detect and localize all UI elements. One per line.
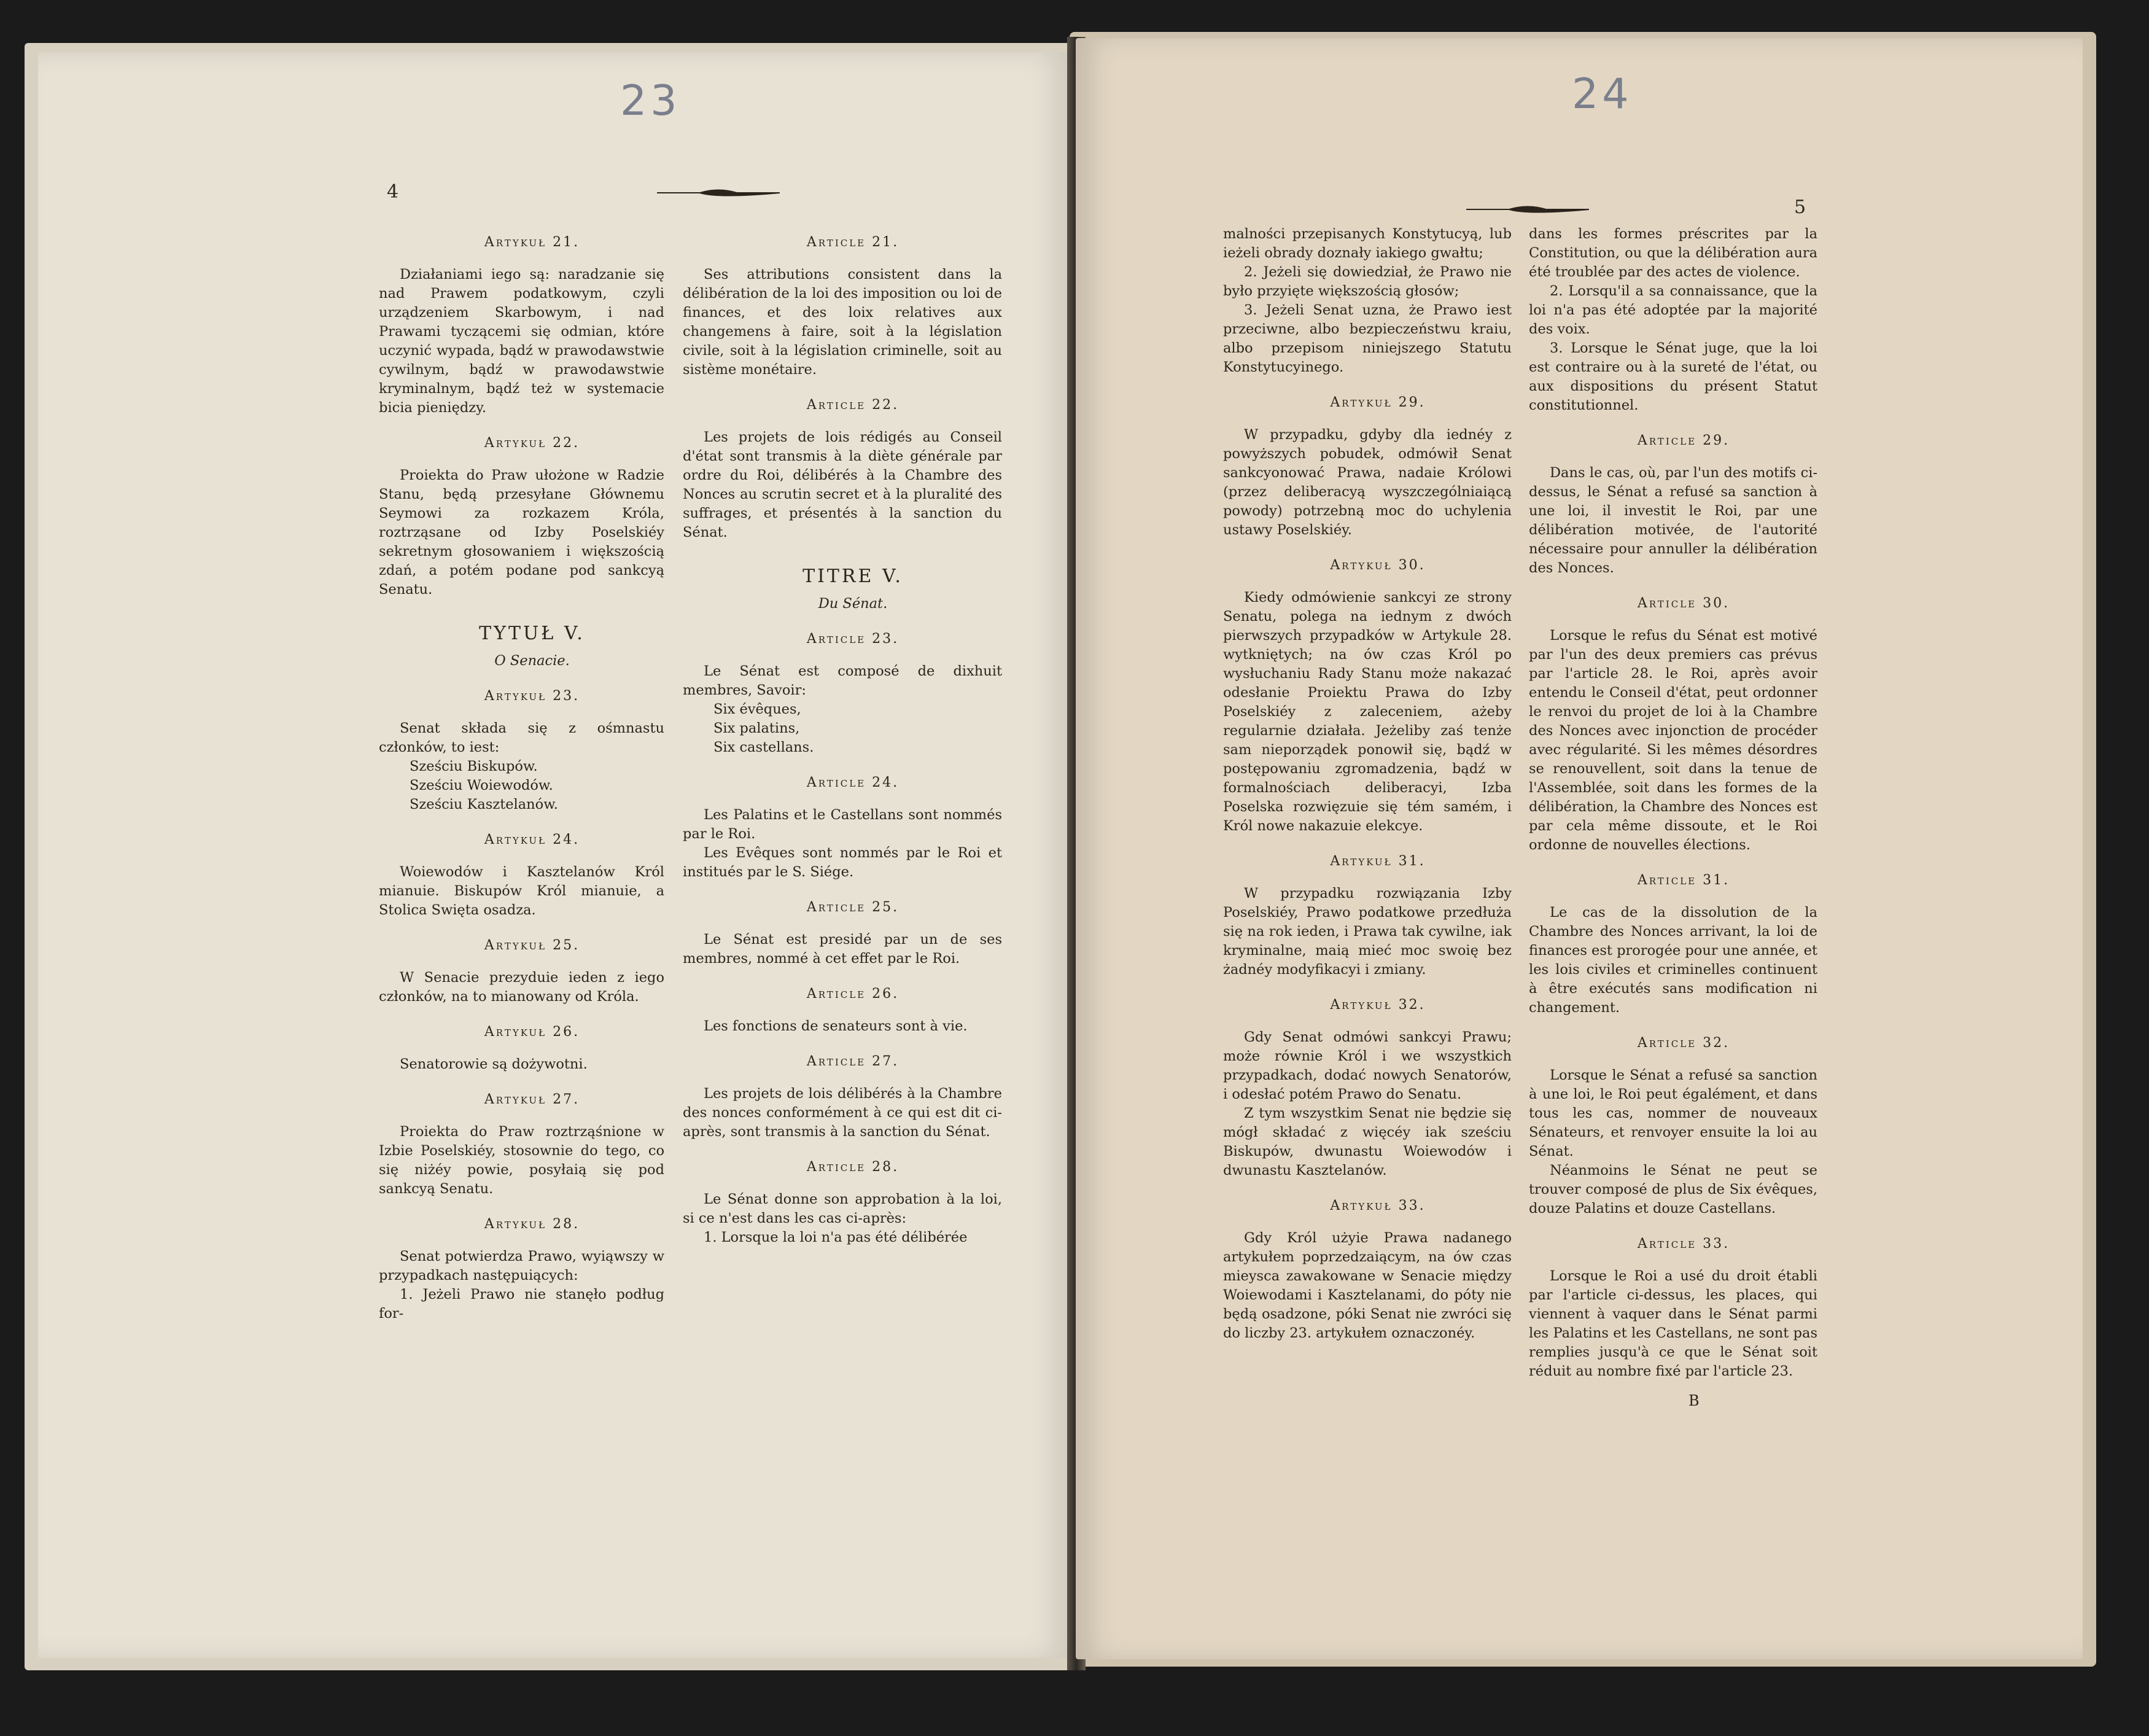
title-heading: TYTUŁ V.: [479, 623, 585, 644]
paragraph: 2. Jeżeli się dowiedział, że Prawo nie było przyięte większością głosów;: [1223, 264, 1512, 299]
left-polish-column: [379, 217, 664, 1323]
article-heading: Artykuł 21.: [484, 235, 580, 250]
article-heading: Article 32.: [1637, 1035, 1730, 1051]
list-item: Sześciu Woiewodów.: [410, 777, 553, 793]
article-heading: Artykuł 32.: [1330, 997, 1426, 1013]
paragraph: Proiekta do Praw ułożone w Radzie Stanu, będą przesyłane Głównemu Seymowi za rozkazem Króla, roztrząsane od Izby Poselskiéy sekretnym głosowaniem i większością zdań, a potém podane pod sankcyą Senatu.: [379, 467, 664, 597]
paragraph: W Senacie prezyduie ieden z iego członków, na to mianowany od Króla.: [379, 970, 664, 1005]
article-heading: Article 31.: [1637, 873, 1730, 888]
enumeration-list: [683, 700, 1002, 757]
left-french-column: [683, 217, 1002, 1247]
right-page: [1076, 38, 2083, 1659]
paragraph: W przypadku, gdyby dla iednéy z powyższych pobudek, odmówił Senat sankcyonować Prawa, nadaie Królowi (przez deliberacyą wyszczególniaiącą powody) potrzebną moc do uchylenia ustawy Poselskiéy.: [1223, 427, 1512, 538]
paragraph: Proiekta do Praw roztrząśnione w Izbie Poselskiéy, stosownie do tego, co się niżéy powie, posyłaią się pod sankcyą Senatu.: [379, 1124, 664, 1197]
paragraph: Kiedy odmówienie sankcyi ze strony Senatu, polega na iednym z dwóch pierwszych przypadków w Artykule 28. wytkniętych; na ów czas Król po wysłuchaniu Rady Stanu może nakazać odesłanie Proiektu Prawa do Izby Poselskiéy z zaleceniem, ażeby regularnie działała. Jeżeliby zaś tenże sam nieporządek ponowił się, bądź w postępowaniu zgromadzenia, bądź w formalnościach deliberacyi, Izba Poselska rozwięzuie się tém samém, i Król nowe nakazuie elekcye.: [1223, 590, 1512, 834]
paragraph: Gdy Senat odmówi sankcyi Prawu; może równie Król i we wszystkich przypadkach, dodać nowych Senatorów, i odesłać potém Prawo do Senatu.: [1223, 1029, 1512, 1102]
paragraph: Senat składa się z ośmnastu członków, to iest:: [379, 720, 664, 755]
paragraph: Lorsque le Roi a usé du droit établi par l'article ci-dessus, les places, qui viennent à vaquer dans le Sénat parmi les Palatins et les Castellans, ne sont pas remplies jusqu'à ce que le Sénat soit réduit au nombre fixé par l'article 23.: [1529, 1268, 1817, 1379]
paragraph: dans les formes préscrites par la Constitution, ou que la délibération aura été troublée par des actes de violence.: [1529, 226, 1817, 280]
paragraph: Dans le cas, où, par l'un des motifs ci-dessus, le Sénat a refusé sa sanction à une loi, il investit le Roi, par une délibération motivée, de l'autorité nécessaire pour annuller la délibération des Nonces.: [1529, 465, 1817, 576]
ornament-rule-right: [1466, 204, 1589, 215]
paragraph: 1. Jeżeli Prawo nie stanęło podług for-: [379, 1286, 664, 1321]
page-number-right: 5: [1794, 197, 1806, 218]
handwritten-folio-left: 23: [620, 77, 681, 125]
paragraph: Les projets de lois rédigés au Conseil d'état sont transmis à la diète générale par ordre du Roi, délibérés à la Chambre des Nonces au scrutin secret et à la pluralité des suffrages, et présentés à la sanction du Sénat.: [683, 429, 1002, 540]
ornament-rule-left: [657, 187, 780, 198]
enumeration-list: [379, 757, 664, 814]
article-heading: Artykuł 27.: [484, 1092, 580, 1107]
paragraph: 3. Lorsque le Sénat juge, que la loi est contraire ou à la sureté de l'état, ou aux dispositions du présent Statut constitutionnel.: [1529, 340, 1817, 413]
paragraph: malności przepisanych Konstytucyą, lub ieżeli obrady doznały iakiego gwałtu;: [1223, 226, 1512, 261]
list-item: Six évêques,: [713, 701, 801, 717]
article-heading: Article 27.: [806, 1054, 900, 1069]
paragraph: Woiewodów i Kasztelanów Król mianuie. Biskupów Król mianuie, a Stolica Swięta osadza.: [379, 864, 664, 918]
article-heading: Artykuł 22.: [484, 435, 580, 451]
paragraph: Le Sénat est composé de dixhuit membres, Savoir:: [683, 663, 1002, 698]
article-heading: Article 21.: [806, 235, 900, 250]
paragraph: Les projets de lois délibérés à la Chambre des nonces conformément à ce qui est dit ci-après, sont transmis à la sanction du Sénat.: [683, 1086, 1002, 1140]
paragraph: Lorsque le Sénat a refusé sa sanction à une loi, le Roi peut égalément, et dans tous les cas, nommer de nouveaux Sénateurs, et renvoyer ensuite la loi au Sénat.: [1529, 1067, 1817, 1159]
paragraph: Le Sénat donne son approbation à la loi, si ce n'est dans les cas ci-après:: [683, 1191, 1002, 1226]
right-polish-column: [1223, 225, 1512, 1343]
article-heading: Article 25.: [806, 900, 900, 915]
page-number-left: 4: [387, 181, 399, 203]
paragraph: Le cas de la dissolution de la Chambre des Nonces arrivant, la loi de finances est prorogée pour une année, et les lois civiles et criminelles continuent à être exécutés sans modification ni changement.: [1529, 905, 1817, 1016]
paragraph: Néanmoins le Sénat ne peut se trouver composé de plus de Six évêques, douze Palatins et douze Castellans.: [1529, 1162, 1817, 1216]
right-french-column: [1529, 225, 1817, 1381]
title-heading: TITRE V.: [802, 566, 903, 587]
paragraph: Les Palatins et le Castellans sont nommés par le Roi.: [683, 807, 1002, 842]
paragraph: Z tym wszystkim Senat nie będzie się mógł składać z więcéy iak sześciu Biskupów, dwunastu Woiewodów i dwunastu Kasztelanów.: [1223, 1105, 1512, 1178]
paragraph: Ses attributions consistent dans la délibération de la loi des imposition ou loi de finances, et des loix relatives aux changemens à faire, soit à la législation civile, soit à la législation criminelle, soit au sistème monétaire.: [683, 267, 1002, 378]
article-heading: Article 33.: [1637, 1236, 1730, 1251]
article-heading: Article 28.: [806, 1159, 900, 1175]
paragraph: Senatorowie są dożywotni.: [400, 1056, 588, 1072]
list-item: Sześciu Biskupów.: [410, 758, 538, 774]
article-heading: Artykuł 23.: [484, 688, 580, 704]
article-heading: Article 29.: [1637, 433, 1730, 448]
list-item: Six castellans.: [713, 739, 814, 755]
article-heading: Artykuł 29.: [1330, 395, 1426, 410]
paragraph: W przypadku rozwiązania Izby Poselskiéy, Prawo podatkowe przedłuża się na rok ieden, i Prawa tak cywilne, iak kryminalne, maią mieć moc swoię bez żadnéy modyfikacyi i zmiany.: [1223, 886, 1512, 978]
article-heading: Article 23.: [806, 631, 900, 647]
paragraph: Senat potwierdza Prawo, wyiąwszy w przypadkach następuiących:: [379, 1248, 664, 1283]
paragraph: Działaniami iego są: naradzanie się nad Prawem podatkowym, czyli urządzeniem Skarbowym, i nad Prawami tyczącemi się odmian, które uczynić wypada, bądź w prawodawstwie cywilnym, bądź w prawodawstwie kryminalnym, bądź też w systemacie bicia pieniędzy.: [379, 267, 664, 416]
article-heading: Artykuł 33.: [1330, 1198, 1426, 1213]
article-heading: Artykuł 24.: [484, 832, 580, 847]
paragraph: 3. Jeżeli Senat uzna, że Prawo iest przeciwne, albo bezpieczeństwu kraiu, albo przepisom niniejszego Statutu Konstytucyinego.: [1223, 302, 1512, 375]
paragraph: Gdy Król użyie Prawa nadanego artykułem poprzedzaiącym, na ów czas mieysca zawakowane w Senacie między Woiewodami i Kasztelanami, do póty nie będą osadzone, póki Senat nie zwróci się do liczby 23. artykułem oznaczonéy.: [1223, 1230, 1512, 1341]
title-subheading: Du Sénat.: [818, 596, 888, 612]
left-page: [38, 52, 1070, 1658]
article-heading: Artykuł 31.: [1330, 854, 1426, 869]
article-heading: Article 22.: [806, 397, 900, 413]
article-heading: Article 30.: [1637, 596, 1730, 611]
paragraph: Les fonctions de senateurs sont à vie.: [704, 1018, 968, 1034]
paragraph: 2. Lorsqu'il a sa connaissance, que la loi n'a pas été adoptée par la majorité des voix.: [1529, 283, 1817, 337]
article-heading: Artykuł 28.: [484, 1216, 580, 1232]
paragraph: Le Sénat est presidé par un de ses membres, nommé à cet effet par le Roi.: [683, 932, 1002, 967]
title-subheading: O Senacie.: [494, 653, 570, 669]
article-heading: Article 26.: [806, 986, 900, 1002]
list-item: Sześciu Kasztelanów.: [410, 796, 558, 812]
paragraph: 1. Lorsque la loi n'a pas été délibérée: [704, 1229, 968, 1245]
article-heading: Artykuł 30.: [1330, 558, 1426, 573]
article-heading: Artykuł 26.: [484, 1024, 580, 1040]
paragraph: Lorsque le refus du Sénat est motivé par l'un des deux premiers cas prévus par l'article 28. le Roi, après avoir entendu le Conseil d'état, peut ordonner le renvoi du projet de loi à la Chambre des Nonces avec injonction de procéder avec régularité. Si les mêmes désordres se renouvellent, soit dans la tenue de l'Assemblée, soit dans les formes de la délibération, la Chambre des Nonces est par cela même dissoute, et le Roi ordonne de nouvelles élections.: [1529, 628, 1817, 853]
signature-mark: B: [1688, 1392, 1700, 1409]
list-item: Six palatins,: [713, 720, 800, 736]
article-heading: Article 24.: [806, 775, 900, 790]
article-heading: Artykuł 25.: [484, 938, 580, 953]
paragraph: Les Evêques sont nommés par le Roi et institués par le S. Siége.: [683, 845, 1002, 880]
handwritten-folio-right: 24: [1572, 70, 1633, 119]
